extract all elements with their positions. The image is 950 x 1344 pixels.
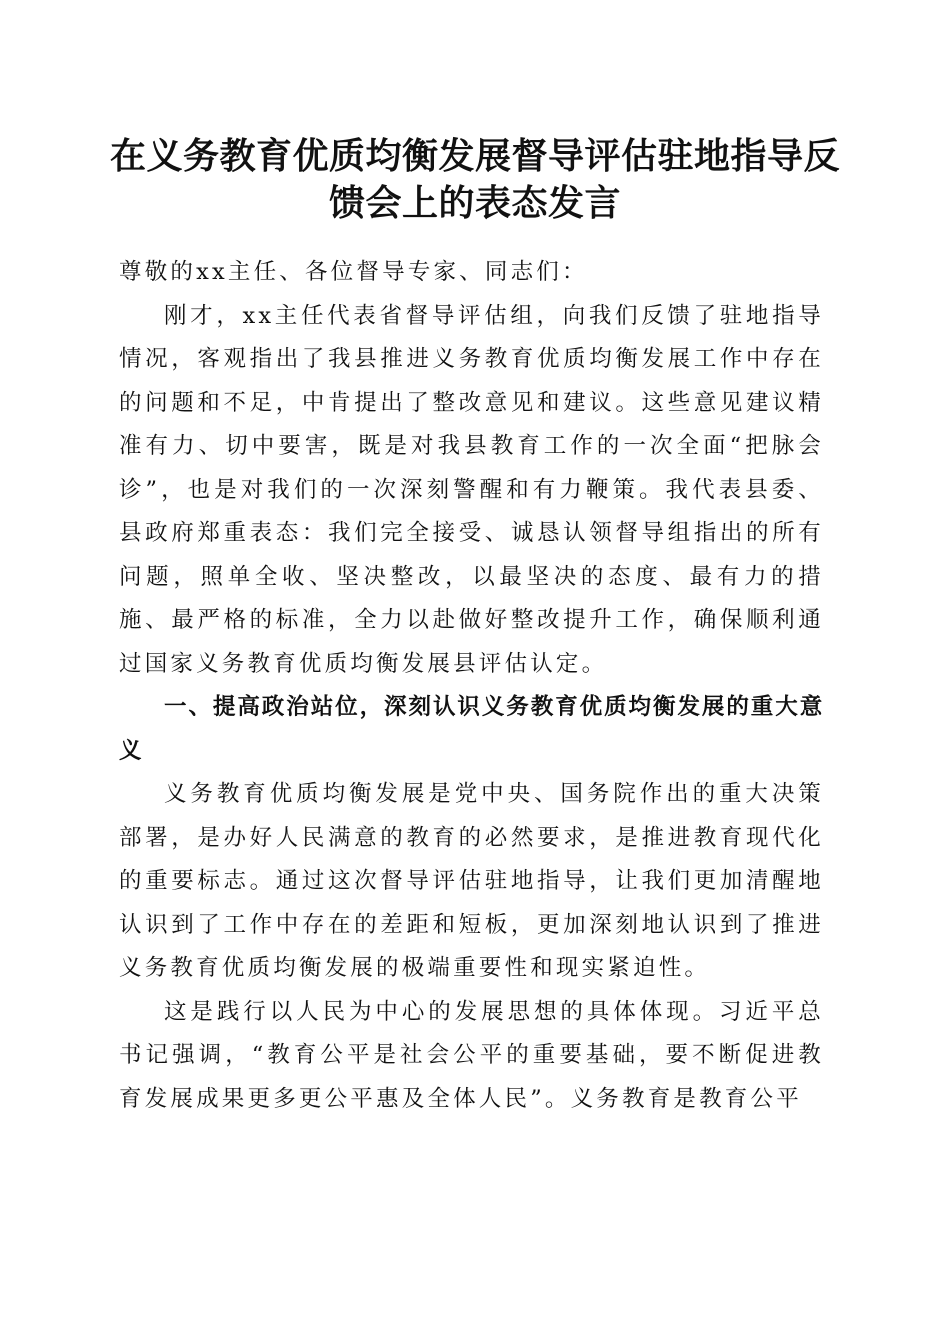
paragraph-people-centered: 这是践行以人民为中心的发展思想的具体体现。习近平总书记强调，“教育公平是社会公平的重要基础，要不断促进教育发展成果更多更公平惠及全体人民”。义务教育是教育公平 (119, 998, 824, 1112)
salutation: 尊敬的xx主任、各位督导专家、同志们： (119, 259, 588, 285)
document-title: 在义务教育优质均衡发展督导评估驻地指导反馈会上的表态发言 (109, 135, 840, 224)
paragraph-opening: 刚才，xx主任代表省督导评估组，向我们反馈了驻地指导情况，客观指出了我县推进义务教育优质均衡发展工作中存在的问题和不足，中肯提出了整改意见和建议。这些意见建议精准有力、切中要害，既是对我县教育工作的一次全面“把脉会诊”，也是对我们的一次深刻警醒和有力鞭策。我代表县委、县政府郑重表态：我们完全接受、诚恳认领督导组指出的所有问题，照单全收、坚决整改，以最坚决的态度、最有力的措施、最严格的标准，全力以赴做好整改提升工作，确保顺利通过国家义务教育优质均衡发展县评估认定。 (119, 302, 824, 677)
paragraph-significance: 义务教育优质均衡发展是党中央、国务院作出的重大决策部署，是办好人民满意的教育的必然要求，是推进教育现代化的重要标志。通过这次督导评估驻地指导，让我们更加清醒地认识到了工作中存在的差距和短板，更加深刻地认识到了推进义务教育优质均衡发展的极端重要性和现实紧迫性。 (119, 781, 824, 981)
section-heading-1: 一、提高政治站位，深刻认识义务教育优质均衡发展的重大意义 (119, 694, 824, 764)
document-body (119, 251, 824, 1121)
